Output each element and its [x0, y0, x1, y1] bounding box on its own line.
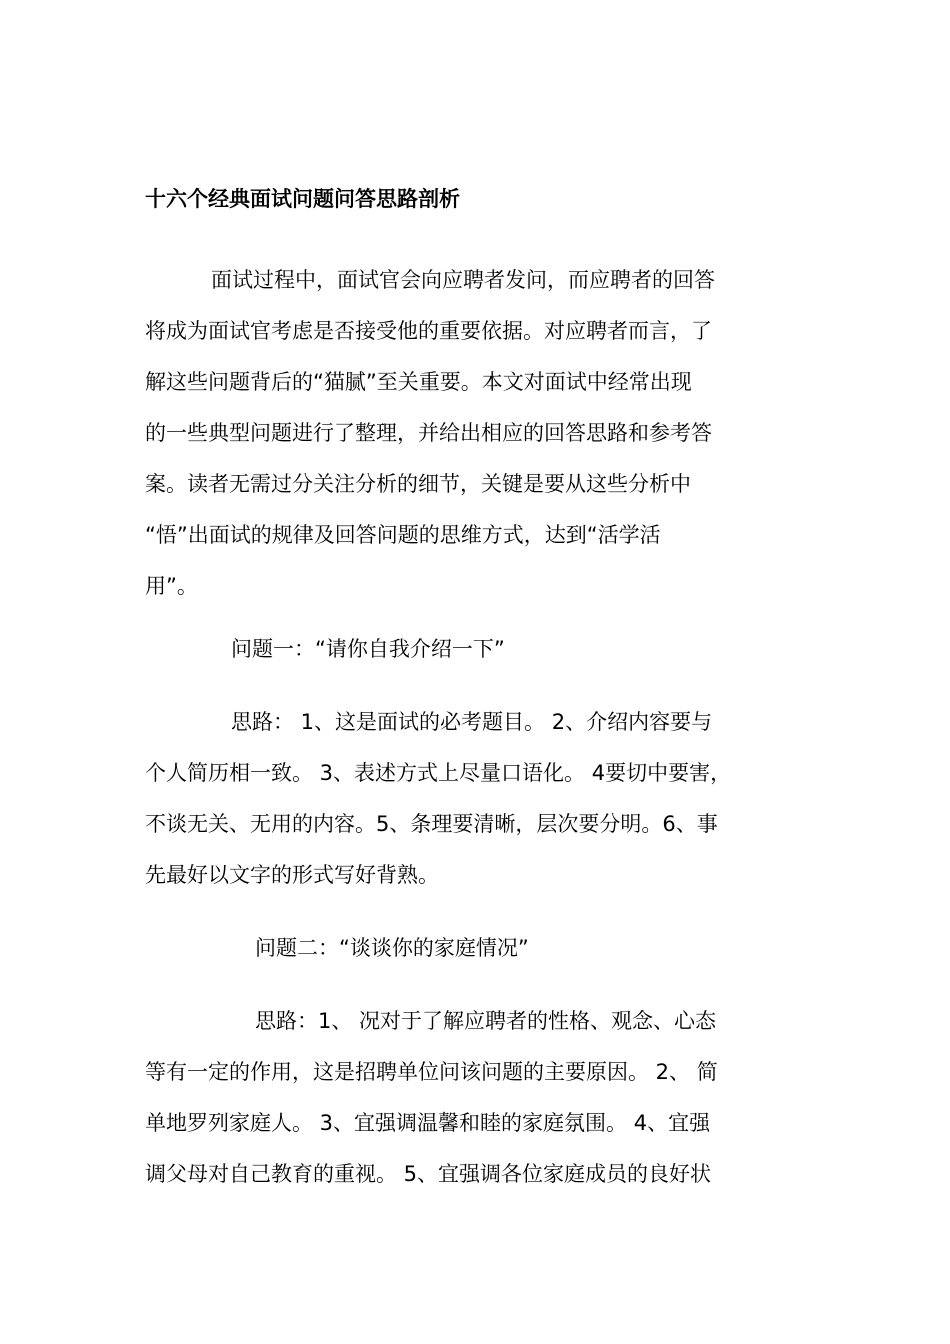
answer-two-paragraph: [145, 996, 805, 1200]
intro-line: “悟”出面试的规律及回答问题的思维方式，达到“活学活: [145, 523, 661, 547]
answer-line: 思路：1、 况对于了解应聘者的性格、观念、心态: [255, 1009, 717, 1033]
answer-line: 先最好以文字的形式写好背熟。: [145, 863, 439, 887]
document-title: 十六个经典面试问题问答思路剖析: [145, 187, 460, 211]
answer-line: 调父母对自己教育的重视。 5、宜强调各位家庭成员的良好状: [145, 1162, 712, 1186]
intro-line: 的一些典型问题进行了整理，并给出相应的回答思路和参考答: [145, 421, 712, 445]
intro-line: 将成为面试官考虑是否接受他的重要依据。对应聘者而言，了: [145, 319, 712, 343]
answer-line: 等有一定的作用，这是招聘单位问该问题的主要原因。 2、 简: [145, 1060, 718, 1084]
intro-line: 案。读者无需过分关注分析的细节，关键是要从这些分析中: [145, 472, 691, 496]
document-body: [145, 183, 805, 1200]
question-text: 问题二：“谈谈你的家庭情况”: [255, 936, 529, 960]
answer-line: 思路： 1、这是面试的必考题目。 2、介绍内容要与: [231, 710, 713, 734]
intro-line: 解这些问题背后的“猫腻”至关重要。本文对面试中经常出现: [145, 370, 692, 394]
question-text: 问题一：“请你自我介绍一下”: [231, 637, 505, 661]
answer-line: 个人简历相一致。 3、表述方式上尽量口语化。 4要切中要害，: [145, 761, 732, 785]
intro-line: 面试过程中，面试官会向应聘者发问，而应聘者的回答: [211, 268, 715, 292]
answer-line: 单地罗列家庭人。 3、宜强调温馨和睦的家庭氛围。 4、宜强: [145, 1111, 711, 1135]
answer-one-paragraph: [145, 697, 805, 901]
intro-paragraph: [145, 255, 805, 612]
question-one-heading: [145, 624, 805, 675]
intro-line: 用”。: [145, 574, 198, 598]
answer-line: 不谈无关、无用的内容。5、条理要清晰，层次要分明。6、事: [145, 812, 718, 836]
question-two-heading: [145, 923, 805, 974]
